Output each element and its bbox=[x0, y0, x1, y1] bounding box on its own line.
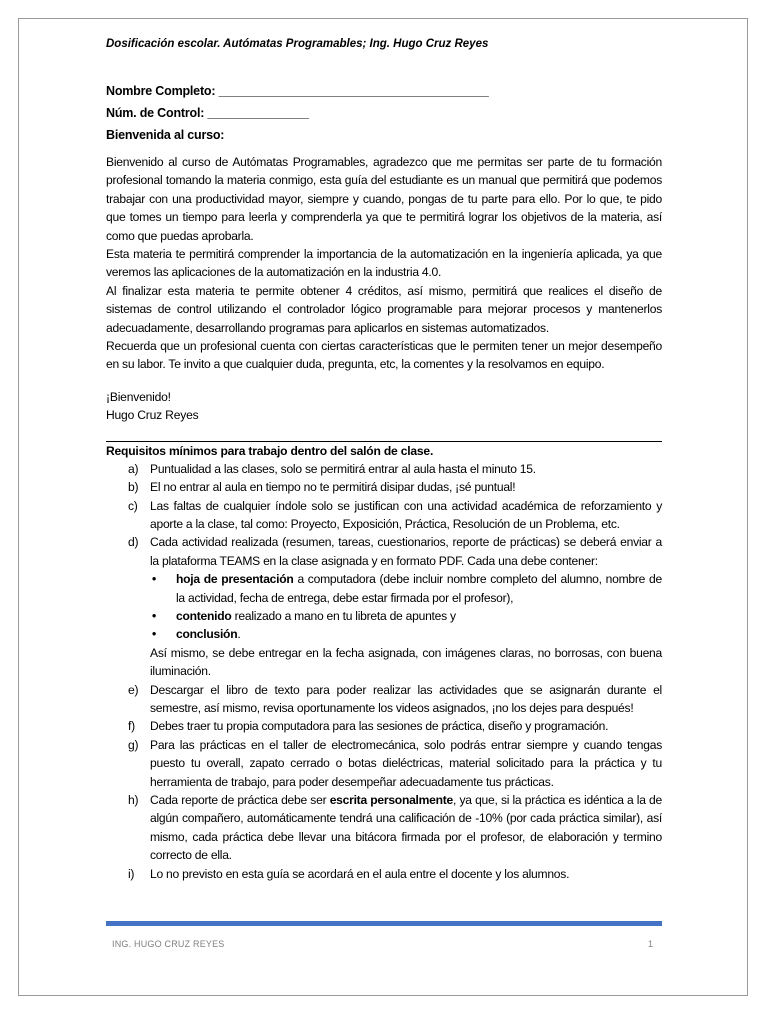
requirement-text: El no entrar al aula en tiempo no te permitirá disipar dudas, ¡sé puntual! bbox=[150, 480, 516, 495]
bullet-item bbox=[150, 607, 662, 625]
list-marker: i) bbox=[128, 866, 135, 881]
bullet-text: a computadora (debe incluir nombre completo del alumno, nombre de la actividad, fecha de entrega, debe estar firmada por el profesor), bbox=[176, 572, 663, 605]
bullet-text: realizado a mano en tu libreta de apuntes y bbox=[231, 608, 456, 623]
requirement-item-h bbox=[106, 791, 662, 865]
list-marker: h) bbox=[128, 793, 139, 807]
bullet-icon: • bbox=[152, 572, 156, 587]
bullet-item bbox=[150, 570, 662, 607]
requirement-text: Cada reporte de práctica debe ser bbox=[150, 793, 330, 807]
requirement-text: Las faltas de cualquier índole solo se justifican con una actividad académica de reforzamiento y aporte a la clase, tal como: Proyecto, Exposición, Práctica, Resolución de un Problema, etc. bbox=[150, 498, 662, 531]
requirement-item-a bbox=[106, 460, 662, 478]
requirement-item-g bbox=[106, 736, 662, 791]
requirement-item-e bbox=[106, 681, 662, 718]
footer-accent-bar bbox=[106, 921, 662, 926]
requirement-text: Puntualidad a las clases, solo se permitirá entrar al aula hasta el minuto 15. bbox=[150, 461, 536, 476]
requirement-item-b bbox=[106, 478, 662, 496]
bullet-bold-text: conclusión bbox=[176, 627, 238, 642]
requirements-title: Requisitos mínimos para trabajo dentro del salón de clase. bbox=[106, 441, 662, 460]
welcome-paragraph-2: Esta materia te permitirá comprender la importancia de la automatización en la ingeniería aplicada, ya que veremos las aplicaciones de la automatización en la industria 4.0. bbox=[106, 247, 662, 280]
signoff bbox=[106, 388, 662, 425]
full-name-field: Nombre Completo: ________________________________________ bbox=[106, 84, 489, 98]
list-marker: c) bbox=[128, 498, 138, 513]
welcome-title: Bienvenida al curso: bbox=[106, 128, 225, 142]
bullet-bold-text: hoja de presentación bbox=[176, 572, 294, 587]
requirement-followup-text: Así mismo, se debe entregar en la fecha asignada, con imágenes claras, no borrosas, con buena iluminación. bbox=[150, 645, 662, 679]
requirement-text: Lo no previsto en esta guía se acordará en el aula entre el docente y los alumnos. bbox=[150, 866, 570, 881]
welcome-paragraph-4: Recuerda que un profesional cuenta con ciertas características que le permiten tener un mejor desempeño en su labor. Te invito a que cualquier duda, pregunta, etc, la comentes y la resolvamos en equipo. bbox=[106, 339, 662, 372]
requirement-text: Descargar el libro de texto para poder realizar las actividades que se asignarán durante el semestre, así mismo, revisa oportunamente los videos asignados, ¡no los dejes para después! bbox=[150, 682, 662, 715]
document-body bbox=[106, 38, 662, 883]
requirement-item-f bbox=[106, 717, 662, 735]
page-number: 1 bbox=[648, 939, 654, 949]
welcome-paragraph-1: Bienvenido al curso de Autómatas Programables, agradezco que me permitas ser parte de tu formación profesional tomando la materia conmigo, esta guía del estudiante es un manual que permitirá que podemos trabajar con una productividad mayor, siempre y cuando, pongas de tu parte para ello. Por lo que, te pido que tomes un tiempo para leerla y comprenderla ya que te permitirá lograr los objetivos de la materia, así como que puedas aprobarla. bbox=[106, 155, 662, 243]
bullet-item bbox=[150, 625, 662, 643]
list-marker: a) bbox=[128, 461, 139, 476]
control-number-field: Núm. de Control: _______________ bbox=[106, 106, 309, 120]
bullet-bold-text: contenido bbox=[176, 608, 232, 623]
requirement-bold-text: escrita personalmente bbox=[329, 793, 454, 807]
requirement-text: Debes traer tu propia computadora para las sesiones de práctica, diseño y programación. bbox=[150, 719, 609, 734]
list-marker: f) bbox=[128, 719, 135, 734]
list-marker: g) bbox=[128, 737, 139, 752]
deliverable-bullets bbox=[150, 570, 662, 644]
requirement-item-i bbox=[106, 865, 662, 883]
list-marker: d) bbox=[128, 535, 139, 550]
bullet-text: . bbox=[237, 627, 241, 642]
bullet-icon: • bbox=[152, 608, 156, 623]
requirement-item-c bbox=[106, 497, 662, 534]
signature-name: Hugo Cruz Reyes bbox=[106, 408, 199, 423]
requirement-text: Para las prácticas en el taller de electromecánica, solo podrás entrar siempre y cuando tengas puesto tu overall, zapato cerrado o botas dieléctricas, material solicitado para la práctica y tu herramienta de trabajo, para poder desempeñar adecuadamente tus prácticas. bbox=[150, 737, 662, 789]
footer-author: ING. HUGO CRUZ REYES bbox=[112, 939, 225, 949]
list-marker: b) bbox=[128, 480, 139, 495]
requirement-text: , ya que, si la práctica es idéntica a la de algún compañero, automáticamente tendrá una calificación de -10% (por cada práctica similar), así mismo, cada práctica debe llevar una bitácora firmada por el profesor, de elaboración y termino correcto de ella. bbox=[150, 793, 663, 863]
requirement-item-d bbox=[106, 533, 662, 680]
document-header: Dosificación escolar. Autómatas Programables; Ing. Hugo Cruz Reyes bbox=[106, 38, 489, 50]
requirement-text: Cada actividad realizada (resumen, tareas, cuestionarios, reporte de prácticas) se deberá enviar a la plataforma TEAMS en la clase asignada y en formato PDF. Cada una debe contener: bbox=[150, 535, 662, 568]
welcome-paragraph-3: Al finalizar esta materia te permite obtener 4 créditos, así mismo, permitirá que realices el diseño de sistemas de control utilizando el controlador lógico programable para mejorar procesos y mantenerlos adecuadamente, desarrollando programas para aplicarlos en sistemas automatizados. bbox=[106, 283, 662, 335]
requirements-list bbox=[106, 460, 662, 883]
list-marker: e) bbox=[128, 682, 139, 697]
greeting: ¡Bienvenido! bbox=[106, 389, 171, 404]
bullet-icon: • bbox=[152, 627, 156, 642]
